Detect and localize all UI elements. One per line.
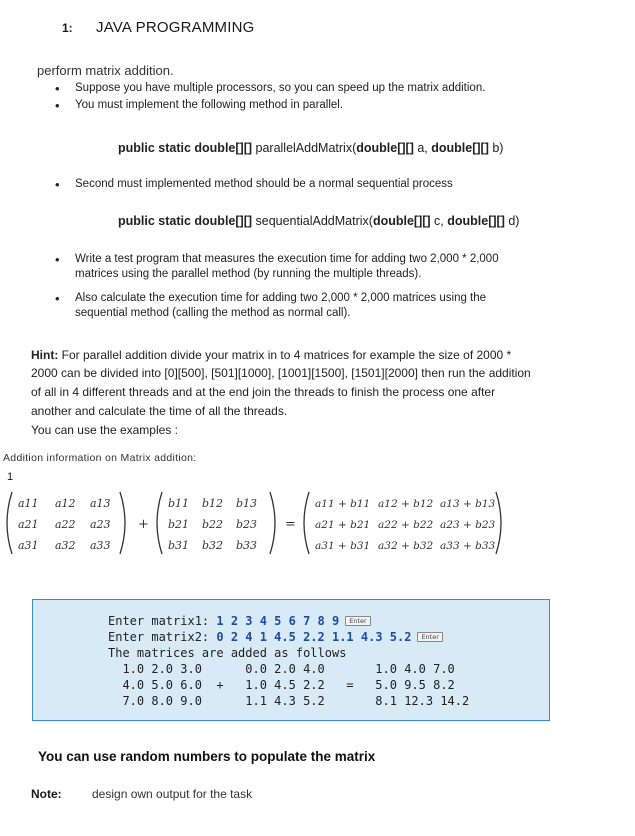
paren-left xyxy=(304,492,309,554)
matrix-b-cell: b12 xyxy=(202,497,224,510)
console-line: 1.0 2.0 3.0 0.0 2.0 4.0 1.0 4.0 7.0 xyxy=(108,662,455,676)
matrix-a-cell: a13 xyxy=(90,497,111,510)
paren-left xyxy=(7,492,12,554)
matrix-c-cell: a23 + b23 xyxy=(440,519,496,531)
note-text: design own output for the task xyxy=(92,787,253,801)
caption-number: 1 xyxy=(7,471,14,483)
matrix-c-cell: a33 + b33 xyxy=(440,540,496,552)
matrix-a-cell: a12 xyxy=(55,497,76,510)
matrix-c-cell: a11 + b11 xyxy=(315,498,371,510)
matrix-b-cell: b31 xyxy=(168,539,190,552)
console-line: 7.0 8.0 9.0 1.1 4.3 5.2 8.1 12.3 14.2 xyxy=(108,694,470,708)
list-item: • You must implement the following method in parallel. xyxy=(55,99,343,111)
intro-text: perform matrix addition. xyxy=(37,63,174,78)
matrix-b-cell: b33 xyxy=(236,539,258,552)
paren-right xyxy=(270,492,275,554)
console-output xyxy=(32,599,550,721)
method-signature-sequential: public static double[][] sequentialAddMatrix(double[][] c, double[][] d) xyxy=(118,214,520,228)
random-numbers-note: You can use random numbers to populate the matrix xyxy=(38,749,376,764)
console-input: 1 2 3 4 5 6 7 8 9 xyxy=(216,614,340,628)
matrix-a-cell: a11 xyxy=(18,497,39,510)
paren-right xyxy=(120,492,125,554)
list-item: • Also calculate the execution time for adding two 2,000 * 2,000 matrices using the sequential method (calling the method as normal call). xyxy=(55,292,486,319)
hint-line: Hint: For parallel addition divide your matrix in to 4 matrices for example the size of 2000 * xyxy=(31,348,512,362)
list-item: • Suppose you have multiple processors, so you can speed up the matrix addition. xyxy=(55,82,485,94)
matrix-c-cell: a22 + b22 xyxy=(378,519,434,531)
page-title: JAVA PROGRAMMING xyxy=(96,19,255,36)
matrix-a-cell: a21 xyxy=(18,518,39,531)
matrix-c xyxy=(315,498,495,552)
matrix-b-cell: b22 xyxy=(202,518,224,531)
console-line: Enter matrix1: 1 2 3 4 5 6 7 8 9 Enter xyxy=(108,613,469,629)
note-label: Note: xyxy=(31,787,62,801)
matrix-b-cell: b11 xyxy=(168,497,190,510)
matrix-c-cell: a21 + b21 xyxy=(315,519,371,531)
equals-sign: = xyxy=(285,517,296,532)
hint-line: 2000 can be divided into [0][500], [501][1000], [1001][1500], [1501][2000] then run the addition xyxy=(31,366,531,380)
matrix-a xyxy=(18,497,111,552)
paren-left xyxy=(157,492,162,554)
console-line: The matrices are added as follows xyxy=(108,646,347,660)
method-signature-parallel: public static double[][] parallelAddMatrix(double[][] a, double[][] b) xyxy=(118,141,504,155)
matrix-c-cell: a12 + b12 xyxy=(378,498,434,510)
matrix-a-cell: a23 xyxy=(90,518,111,531)
list-item: • Second must implemented method should be a normal sequential process xyxy=(55,178,453,190)
paren-right xyxy=(496,492,501,554)
matrix-b-cell: b23 xyxy=(236,518,258,531)
enter-key-icon: Enter xyxy=(417,632,442,642)
caption: Addition information on Matrix addition: xyxy=(3,452,197,464)
hint-line: another and calculate the time of all the threads. xyxy=(31,404,288,418)
hint-line: of all in 4 different threads and at the end join the threads to finish the process one after xyxy=(31,385,496,399)
console-line: 4.0 5.0 6.0 + 1.0 4.5 2.2 = 5.0 9.5 8.2 xyxy=(108,678,455,692)
plus-sign: + xyxy=(138,517,149,532)
enter-key-icon: Enter xyxy=(345,616,370,626)
list-item: • Write a test program that measures the execution time for adding two 2,000 * 2,000 matrices using the parallel method (by running the multiple threads). xyxy=(55,253,499,280)
console-line: Enter matrix2: 0 2 4 1 4.5 2.2 1.1 4.3 5.2 Enter xyxy=(108,629,469,645)
matrix-addition-formula xyxy=(0,488,635,558)
matrix-b-cell: b32 xyxy=(202,539,224,552)
section-number: 1: xyxy=(62,21,73,35)
matrix-a-cell: a32 xyxy=(55,539,76,552)
console-input: 0 2 4 1 4.5 2.2 1.1 4.3 5.2 xyxy=(216,630,412,644)
matrix-b-cell: b13 xyxy=(236,497,258,510)
matrix-c-cell: a13 + b13 xyxy=(440,498,496,510)
hint-line: You can use the examples : xyxy=(31,423,178,437)
matrix-a-cell: a31 xyxy=(18,539,39,552)
matrix-b-cell: b21 xyxy=(168,518,190,531)
matrix-c-cell: a31 + b31 xyxy=(315,540,371,552)
matrix-a-cell: a33 xyxy=(90,539,111,552)
matrix-a-cell: a22 xyxy=(55,518,76,531)
matrix-c-cell: a32 + b32 xyxy=(378,540,434,552)
matrix-b xyxy=(168,497,257,552)
